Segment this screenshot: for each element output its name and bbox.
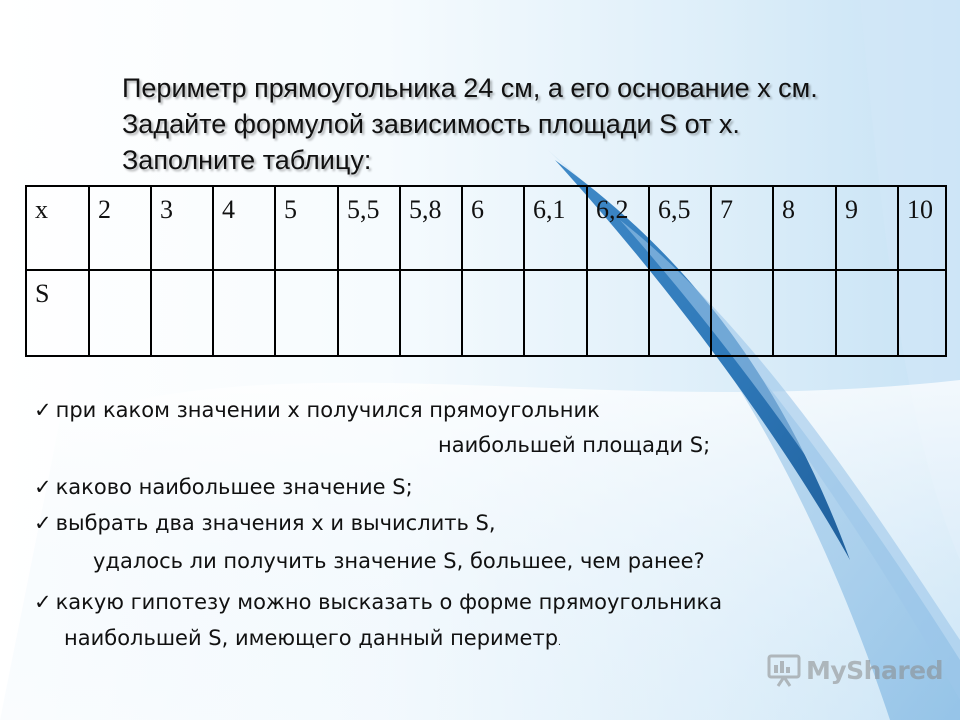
x-value-cell: 5,5 — [338, 186, 400, 270]
question-1 — [34, 395, 600, 425]
s-value-cell — [275, 270, 338, 356]
s-value-cell — [400, 270, 462, 356]
x-row — [26, 186, 946, 270]
question-3-continued — [93, 546, 705, 576]
question-3-line-1: выбрать два значения х и вычислить S, — [55, 511, 496, 535]
s-value-cell — [213, 270, 275, 356]
x-value-cell: 9 — [836, 186, 898, 270]
question-3-line-2: удалось ли получить значение S, большее, чем ранее? — [93, 549, 705, 573]
check-icon: ✓ — [34, 590, 52, 614]
x-value-cell: 8 — [773, 186, 836, 270]
x-value-cell: 6,2 — [587, 186, 649, 270]
check-icon: ✓ — [34, 475, 52, 499]
question-2-text: каково наибольшее значение S; — [55, 475, 413, 499]
s-label-cell: S — [26, 270, 89, 356]
question-4-continued — [64, 623, 561, 658]
s-value-cell — [836, 270, 898, 356]
values-table — [25, 185, 947, 357]
check-icon: ✓ — [34, 398, 52, 422]
question-1-line-2: наибольшей площади S; — [438, 433, 711, 457]
x-value-cell: 4 — [213, 186, 275, 270]
s-value-cell — [89, 270, 151, 356]
x-value-cell: 6,1 — [524, 186, 587, 270]
s-value-cell — [711, 270, 773, 356]
check-icon: ✓ — [34, 511, 52, 535]
s-row — [26, 270, 946, 356]
s-value-cell — [151, 270, 213, 356]
question-4 — [34, 587, 722, 617]
s-value-cell — [649, 270, 711, 356]
s-value-cell — [773, 270, 836, 356]
title-line-1: Периметр прямоугольника 24 см, а его основание х см. — [122, 73, 818, 103]
question-1-continued — [438, 430, 710, 460]
watermark-text: MyShared — [806, 655, 944, 685]
s-value-cell — [462, 270, 524, 356]
question-2 — [34, 472, 413, 502]
x-value-cell: 6 — [462, 186, 524, 270]
s-value-cell — [587, 270, 649, 356]
slide-title — [122, 70, 952, 178]
question-1-line-1: при каком значении х получился прямоугольник — [55, 398, 600, 422]
x-value-cell: 7 — [711, 186, 773, 270]
presentation-board-icon — [766, 652, 802, 688]
question-4-line-1: какую гипотезу можно высказать о форме прямоугольника — [55, 590, 723, 614]
x-value-cell: 10 — [898, 186, 946, 270]
x-value-cell: 5,8 — [400, 186, 462, 270]
x-value-cell: 3 — [151, 186, 213, 270]
s-value-cell — [338, 270, 400, 356]
x-value-cell: 5 — [275, 186, 338, 270]
title-line-2: Задайте формулой зависимость площади S от х. — [122, 109, 740, 139]
question-3 — [34, 508, 496, 538]
question-4-line-2: наибольшей S, имеющего данный периметр — [64, 626, 559, 650]
x-value-cell: 2 — [89, 186, 151, 270]
x-label-cell: х — [26, 186, 89, 270]
title-line-3: Заполните таблицу: — [122, 145, 372, 175]
question-4-end: . — [558, 638, 561, 648]
s-value-cell — [524, 270, 587, 356]
s-value-cell — [898, 270, 946, 356]
watermark — [766, 652, 943, 688]
x-value-cell: 6,5 — [649, 186, 711, 270]
